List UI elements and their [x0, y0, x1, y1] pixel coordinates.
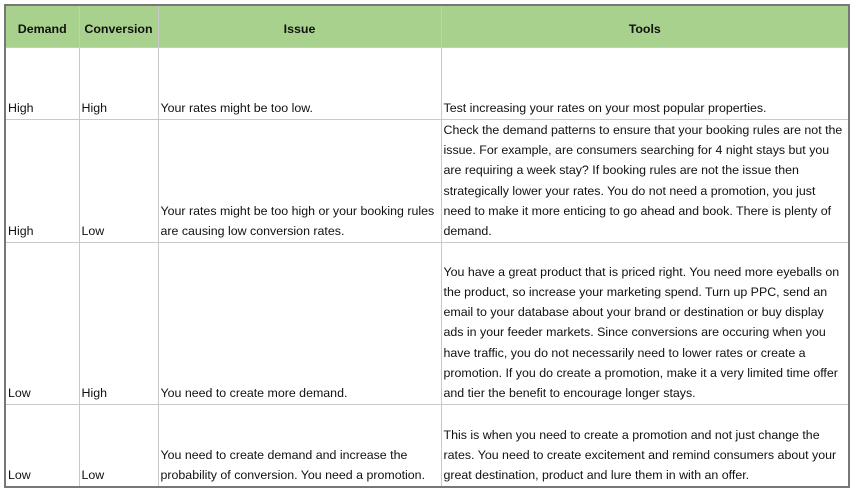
issue-cell: You need to create demand and increase the probability of conversion. You need a promotion.	[158, 405, 441, 488]
conversion-cell: High	[79, 243, 158, 405]
table-row	[5, 48, 849, 120]
demand-cell: Low	[5, 243, 79, 405]
conversion-cell: Low	[79, 405, 158, 488]
demand-cell: High	[5, 48, 79, 120]
tools-cell: This is when you need to create a promotion and not just change the rates. You need to create excitement and remind consumers about your great destination, product and lure them in with an offer.	[441, 405, 849, 488]
issue-cell: Your rates might be too low.	[158, 48, 441, 120]
demand-cell: High	[5, 120, 79, 243]
header-tools: Tools	[441, 5, 849, 48]
conversion-cell: High	[79, 48, 158, 120]
demand-cell: Low	[5, 405, 79, 488]
tools-cell: Test increasing your rates on your most popular properties.	[441, 48, 849, 120]
tools-cell: Check the demand patterns to ensure that your booking rules are not the issue. For example, are consumers searching for 4 night stays but you are requiring a week stay? If booking rules are not the issue then strategically lower your rates. You do not need a promotion, you just need to make it more enticing to go ahead and book. There is plenty of demand.	[441, 120, 849, 243]
table-row	[5, 243, 849, 405]
header-issue: Issue	[158, 5, 441, 48]
table-row	[5, 405, 849, 488]
header-row	[5, 5, 849, 48]
strategy-table	[4, 4, 850, 488]
header-demand: Demand	[5, 5, 79, 48]
tools-cell: You have a great product that is priced right. You need more eyeballs on the product, so increase your marketing spend. Turn up PPC, send an email to your database about your brand or destination or buy display ads in your feeder markets. Since conversions are occuring when you have traffic, you do not necessarily need to lower rates or create a promotion. If you do create a promotion, make it a very limited time offer and tier the benefit to encourage longer stays.	[441, 243, 849, 405]
header-conversion: Conversion	[79, 5, 158, 48]
issue-cell: Your rates might be too high or your booking rules are causing low conversion rates.	[158, 120, 441, 243]
conversion-cell: Low	[79, 120, 158, 243]
table-row	[5, 120, 849, 243]
issue-cell: You need to create more demand.	[158, 243, 441, 405]
